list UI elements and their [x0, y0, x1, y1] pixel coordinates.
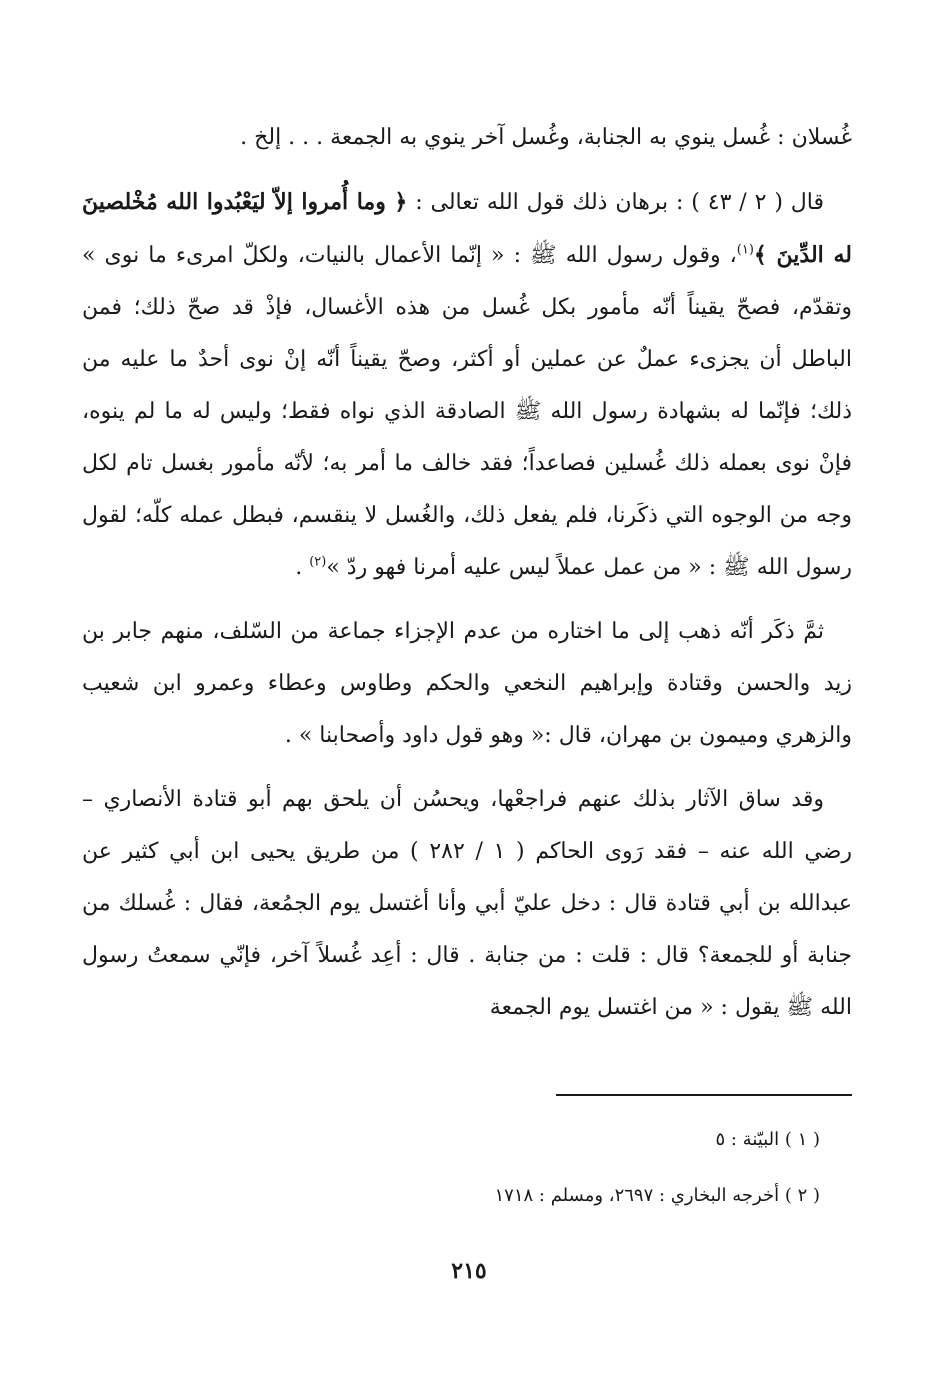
footnote-1: ( ١ ) البيّنة : ٥ [715, 1129, 820, 1150]
quran-verse: ﴿ وما أُمروا إلاّ ليَعْبُدوا الله مُخْلصينَ له الدِّينَ ﴾ [82, 189, 852, 268]
footnote-divider [556, 1094, 852, 1096]
footnote-ref-1[interactable]: (١) [736, 242, 754, 258]
paragraph-3: ثمَّ ذكَر أنّه ذهب إلى ما اختاره من عدم الإجزاء جماعة من السّلف، منهم جابر بن زيد والحسن وقتادة وإبراهيم النخعي والحكم وطاوس وعطاء وعمرو ابن شعيب والزهري وميمون بن مهران، قال :« وهو قول داود وأصحابنا » . [82, 619, 852, 748]
paragraph-2-end: . [295, 555, 310, 580]
paragraph-2-body: ، وقول رسول الله ﷺ : « إنّما الأعمال بالنيات، ولكلّ امرىء ما نوى » وتقدّم، فصحّ يقيناً أنّه مأمور بكل غُسل من هذه الأغسال، فإذْ قد صحّ ذلك؛ فمن الباطل أن يجزىء عملٌ عن عملين أو أكثر، وصحّ يقيناً أنّه إنْ نوى أحدٌ ما عليه من ذلك؛ فإنّما له بشهادة رسول الله ﷺ الصادقة الذي نواه فقط؛ وليس له ما لم ينوه، فإنْ نوى بعمله ذلك غُسلين فصاعداً؛ فقد خالف ما أمر به؛ لأنّه مأمور بغسل تام لكل وجه من الوجوه التي ذكَرنا، فلم يفعل ذلك، والغُسل لا ينقسم، فبطل عمله كلّه؛ لقول رسول الله ﷺ : « من عمل عملاً ليس عليه أمرنا فهو ردّ » [82, 243, 852, 580]
footnote-ref-2[interactable]: (٢) [309, 554, 327, 570]
paragraph-1: غُسلان : غُسل ينوي به الجنابة، وغُسل آخر ينوي به الجمعة . . . إلخ . [240, 125, 852, 150]
paragraph-4: وقد ساق الآثار بذلك عنهم فراجعْها، ويحسُن أن يلحق بهم أبو قتادة الأنصاري – رضي الله عنه – فقد رَوى الحاكم ( ١ / ٢٨٢ ) من طريق يحيى ابن أبي كثير عن عبدالله بن أبي قتادة قال : دخل عليّ أبي وأنا أغتسل يوم الجمُعة، فقال : غُسلك من جنابة أو للجمعة؟ قال : قلت : من جنابة . قال : أعِد غُسلاً آخر، فإنّي سمعتُ رسول الله ﷺ يقول : « من اغتسل يوم الجمعة [82, 787, 853, 1020]
page-number: ٢١٥ [451, 1258, 487, 1284]
footnote-2: ( ٢ ) أخرجه البخاري : ٢٦٩٧، ومسلم : ١٧١٨ [494, 1185, 820, 1206]
paragraph-2-intro: قال ( ٢ / ٤٣ ) : برهان ذلك قول الله تعالى : [407, 190, 824, 215]
paragraph-2 [82, 176, 852, 594]
footnotes [360, 1112, 820, 1224]
main-text [82, 112, 852, 1046]
